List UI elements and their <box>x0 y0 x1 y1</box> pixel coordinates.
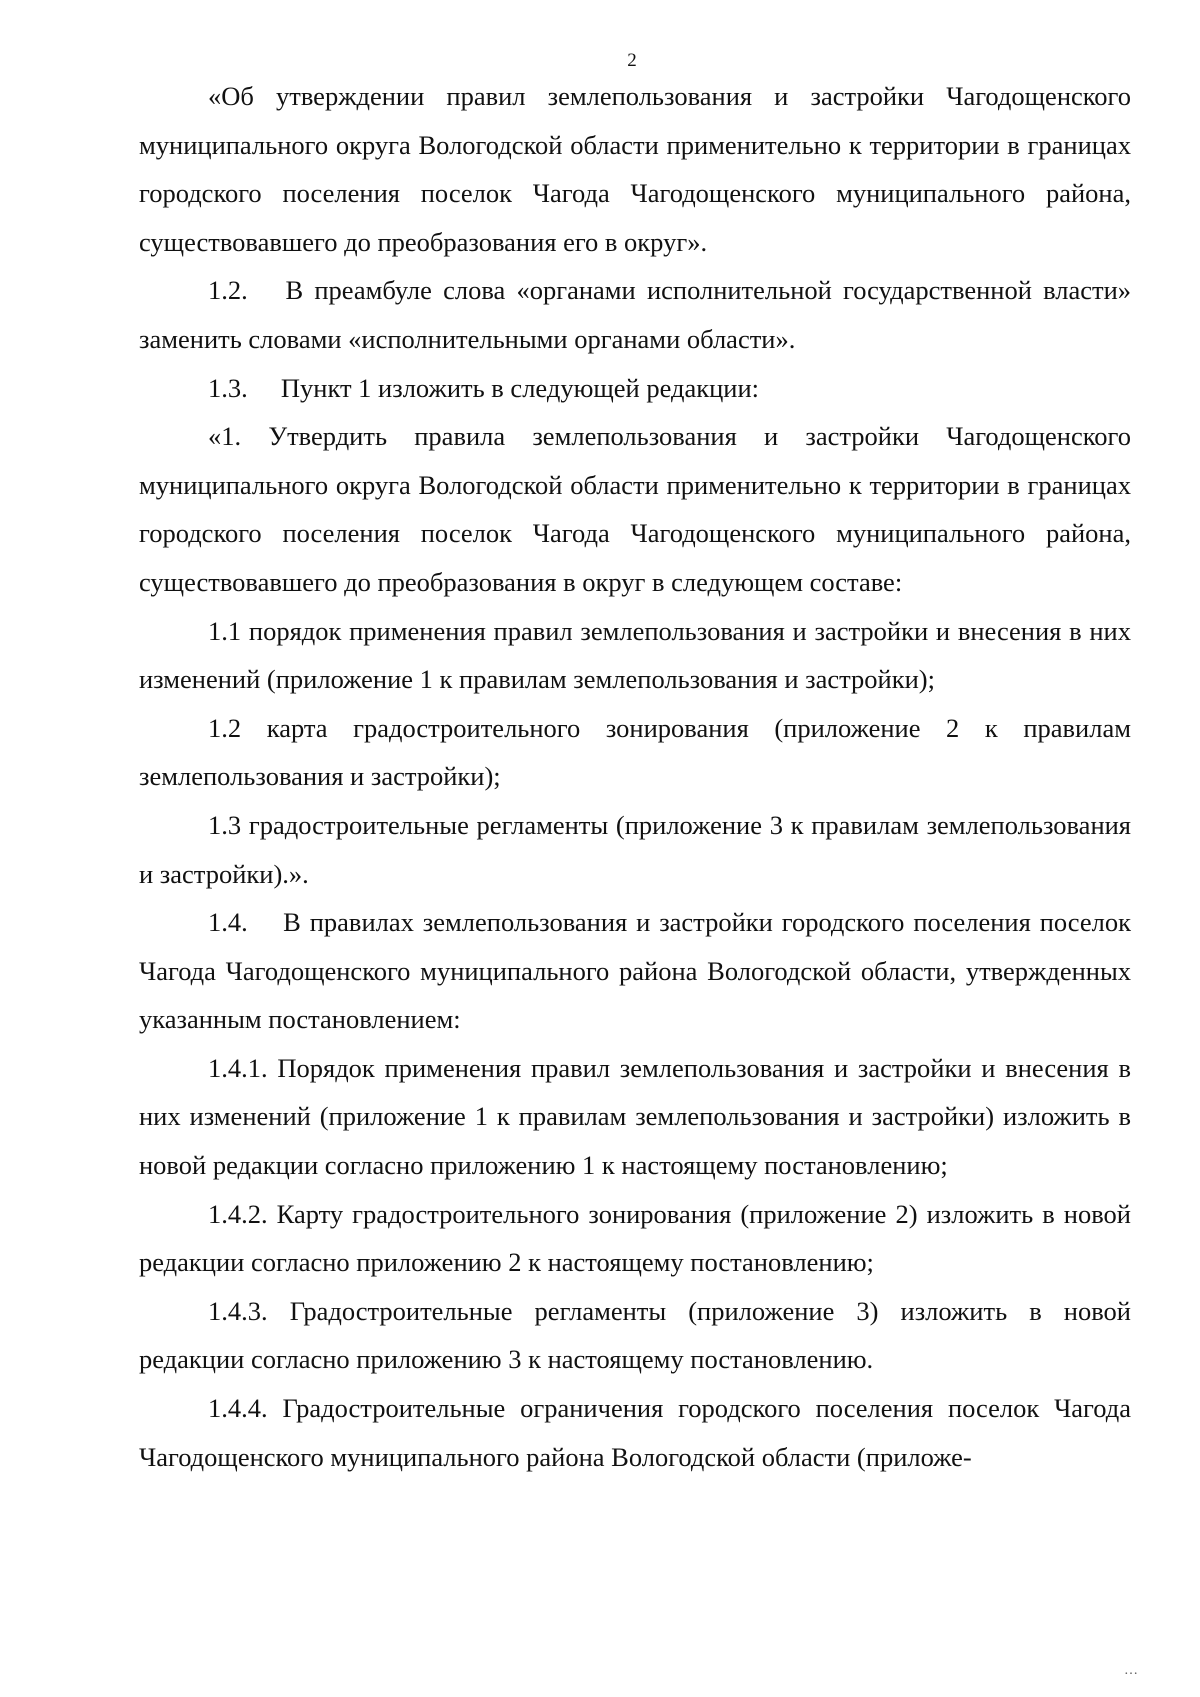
document-body <box>139 72 1131 1481</box>
paragraph-item-1-1: 1.1 порядок применения правил землепользования и застройки и внесения в них изменений (приложение 1 к правилам землепользования и застройки); <box>139 615 1131 695</box>
scan-edge-mark: … <box>1124 1663 1140 1678</box>
paragraph-1-2: 1.2. В преамбуле слова «органами исполнительной государственной власти» заменить словами «исполнительными органами области». <box>139 275 1131 354</box>
paragraph-title-quote: «Об утверждении правил землепользования и застройки Чагодощенского муниципального округа Вологодской области применительно к территории в границах городского поселения поселок Чагода Чагодощенского муниципального района, существовавшего до преобразования его в округ». <box>139 81 1131 257</box>
page-number: 2 <box>627 50 637 71</box>
paragraph-1-4-4: 1.4.4. Градостроительные ограничения городского поселения поселок Чагода Чагодощенского муниципального района Вологодской области (приложе- <box>139 1393 1131 1472</box>
paragraph-1-4: 1.4. В правилах землепользования и застройки городского поселения поселок Чагода Чагодощенского муниципального района Вологодской области, утвержденных указанным постановлением: <box>139 907 1131 1035</box>
paragraph-item-1-2: 1.2 карта градостроительного зонирования (приложение 2 к правилам землепользования и застройки); <box>139 712 1131 792</box>
paragraph-item-1-3: 1.3 градостроительные регламенты (приложение 3 к правилам землепользования и застройки).». <box>139 809 1131 889</box>
paragraph-1-4-3: 1.4.3. Градостроительные регламенты (приложение 3) изложить в новой редакции согласно приложению 3 к настоящему постановлению. <box>139 1295 1131 1375</box>
paragraph-1-3: 1.3. Пункт 1 изложить в следующей редакции: <box>208 372 760 403</box>
paragraph-1-4-2: 1.4.2. Карту градостроительного зонирования (приложение 2) изложить в новой редакции согласно приложению 2 к настоящему постановлению; <box>139 1198 1131 1278</box>
paragraph-item-1: «1. Утвердить правила землепользования и застройки Чагодощенского муниципального округа Вологодской области применительно к территории в границах городского поселения поселок Чагода Чагодощенского муниципального района, существовавшего до преобразования в округ в следующем составе: <box>139 421 1131 597</box>
paragraph-1-4-1: 1.4.1. Порядок применения правил землепользования и застройки и внесения в них изменений (приложение 1 к правилам землепользования и застройки) изложить в новой редакции согласно приложению 1 к настоящему постановлению; <box>139 1052 1131 1181</box>
